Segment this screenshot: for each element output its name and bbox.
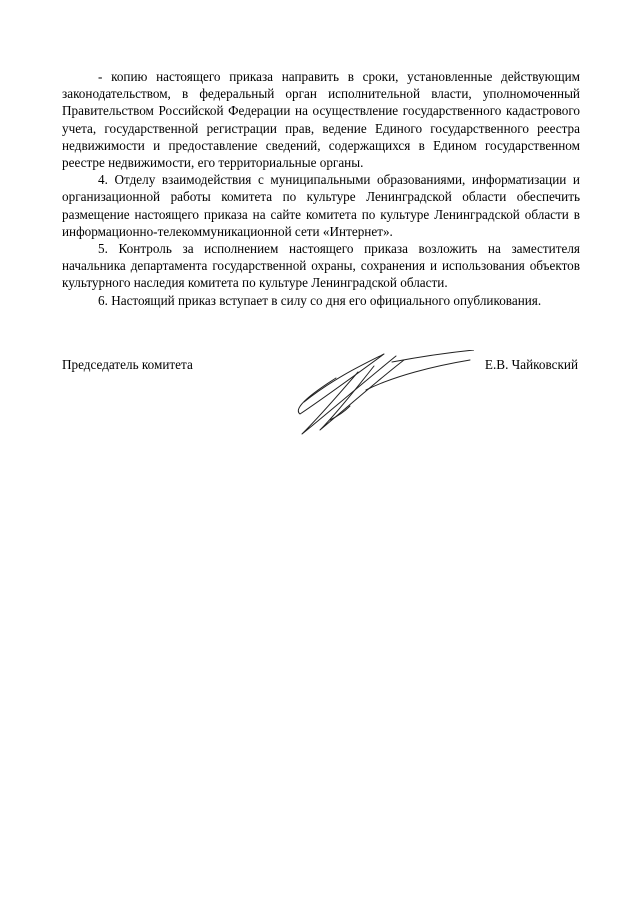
signatory-title: Председатель комитета [62, 357, 193, 372]
signature-block [62, 350, 580, 440]
paragraph-item-5: 5. Контроль за исполнением настоящего приказа возложить на заместителя начальника департамента государственной охраны, сохранения и использования объектов культурного наследия комитета по культуре Ленинградской области. [62, 241, 580, 291]
document-body [62, 68, 580, 309]
paragraph-item-6: 6. Настоящий приказ вступает в силу со дня его официального опубликования. [98, 292, 542, 308]
paragraph-copy-order: - копию настоящего приказа направить в сроки, установленные действующим законодательством, в федеральный орган исполнительной власти, уполномоченный Правительством Российской Федерации на осуществление государственного кадастрового учета, государственной регистрации прав, ведение Единого государственного реестра недвижимости и предоставление сведений, содержащихся в Едином государственном реестре недвижимости, его территориальные органы. [62, 69, 580, 171]
handwritten-signature [274, 350, 474, 440]
signatory-name: Е.В. Чайковский [484, 357, 578, 372]
paragraph-item-4: 4. Отделу взаимодействия с муниципальными образованиями, информатизации и организационной работы комитета по культуре Ленинградской области обеспечить размещение настоящего приказа на сайте комитета по культуре Ленинградской области в информационно-телекоммуникационной сети «Интернет». [62, 172, 580, 239]
